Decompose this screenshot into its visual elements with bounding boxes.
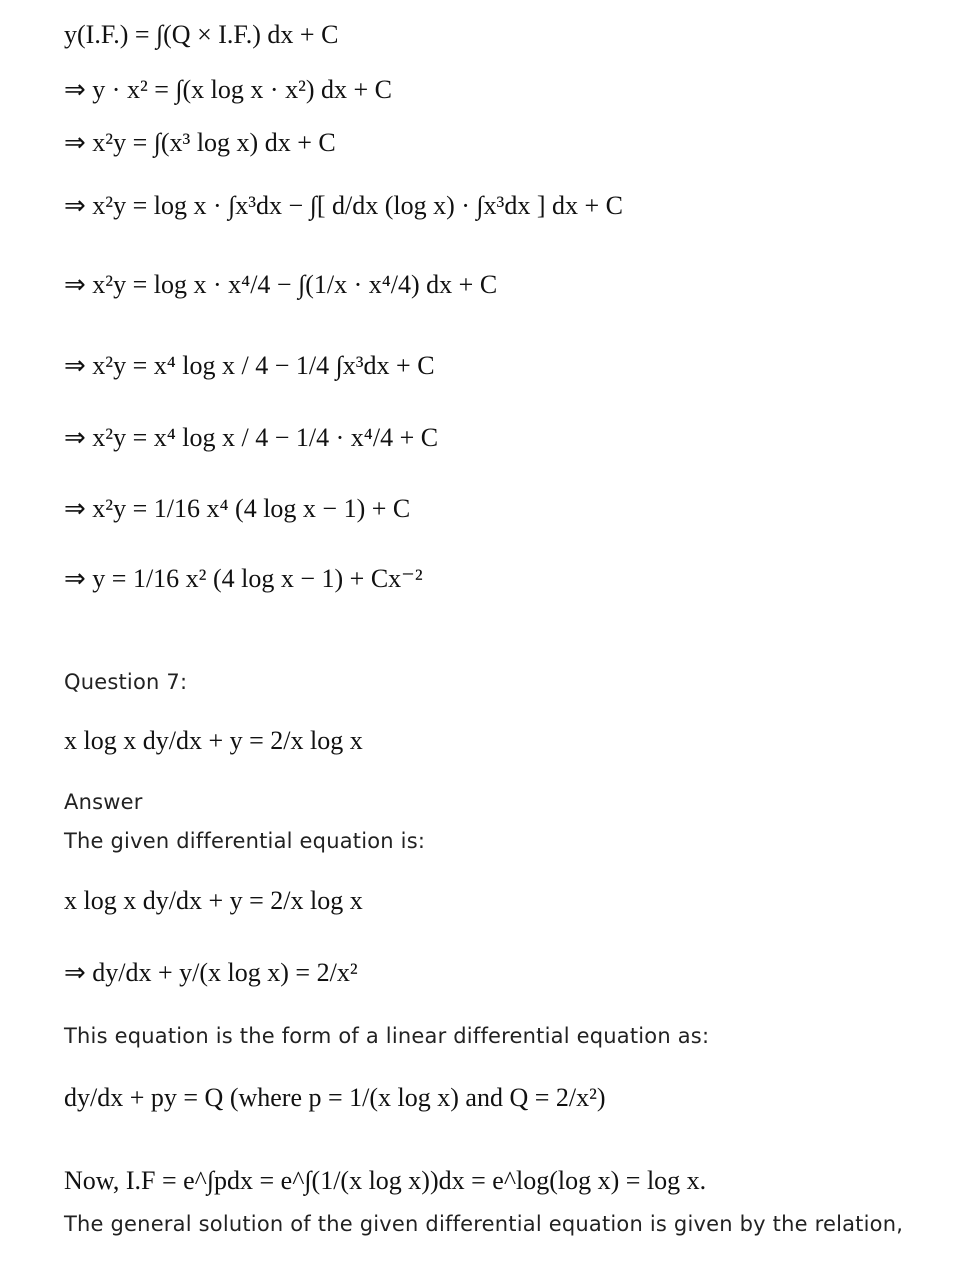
given-equation-2-text: ⇒ dy/dx + y/(x log x) = 2/x² [64, 958, 358, 987]
answer-label: Answer [64, 790, 143, 814]
solution-line-5-text: ⇒ x²y = log x · x⁴/4 − ∫(1/x · x⁴/4) dx + C [64, 270, 498, 299]
given-text: The given differential equation is: [64, 829, 426, 853]
solution-line-4-text: ⇒ x²y = log x · ∫x³dx − ∫[ d/dx (log x) · ∫x³dx ] dx + C [64, 191, 623, 220]
given-equation-1 [64, 888, 363, 914]
solution-line-8 [64, 496, 410, 522]
linear-equation-text: dy/dx + py = Q (where p = 1/(x log x) and Q = 2/x²) [64, 1083, 606, 1112]
given-equation-2 [64, 960, 358, 986]
solution-line-3 [64, 130, 336, 156]
question-equation-text: x log x dy/dx + y = 2/x log x [64, 726, 363, 755]
general-solution-text: The general solution of the given differential equation is given by the relation, [64, 1212, 904, 1236]
solution-line-4 [64, 193, 623, 219]
solution-line-7-text: ⇒ x²y = x⁴ log x / 4 − 1/4 · x⁴/4 + C [64, 423, 439, 452]
solution-line-6-text: ⇒ x²y = x⁴ log x / 4 − 1/4 ∫x³dx + C [64, 351, 435, 380]
solution-line-8-text: ⇒ x²y = 1/16 x⁴ (4 log x − 1) + C [64, 494, 411, 523]
given-equation-1-text: x log x dy/dx + y = 2/x log x [64, 886, 363, 915]
question-equation [64, 728, 363, 754]
solution-line-6 [64, 353, 435, 379]
solution-line-2 [64, 77, 392, 103]
integrating-factor-line [64, 1168, 706, 1194]
solution-line-5 [64, 272, 497, 298]
linear-equation [64, 1085, 606, 1111]
solution-line-7 [64, 425, 438, 451]
solution-line-3-text: ⇒ x²y = ∫(x³ log x) dx + C [64, 128, 336, 157]
solution-line-9 [64, 566, 423, 592]
solution-line-1-text: y(I.F.) = ∫(Q × I.F.) dx + C [64, 20, 339, 49]
linear-text: This equation is the form of a linear differential equation as: [64, 1024, 710, 1048]
question-label: Question 7: [64, 670, 188, 694]
solution-line-2-text: ⇒ y · x² = ∫(x log x · x²) dx + C [64, 75, 393, 104]
solution-line-1 [64, 22, 338, 48]
integrating-factor-text: Now, I.F = e^∫pdx = e^∫(1/(x log x))dx = e^log(log x) = log x. [64, 1166, 707, 1195]
solution-line-9-text: ⇒ y = 1/16 x² (4 log x − 1) + Cx⁻² [64, 564, 423, 593]
